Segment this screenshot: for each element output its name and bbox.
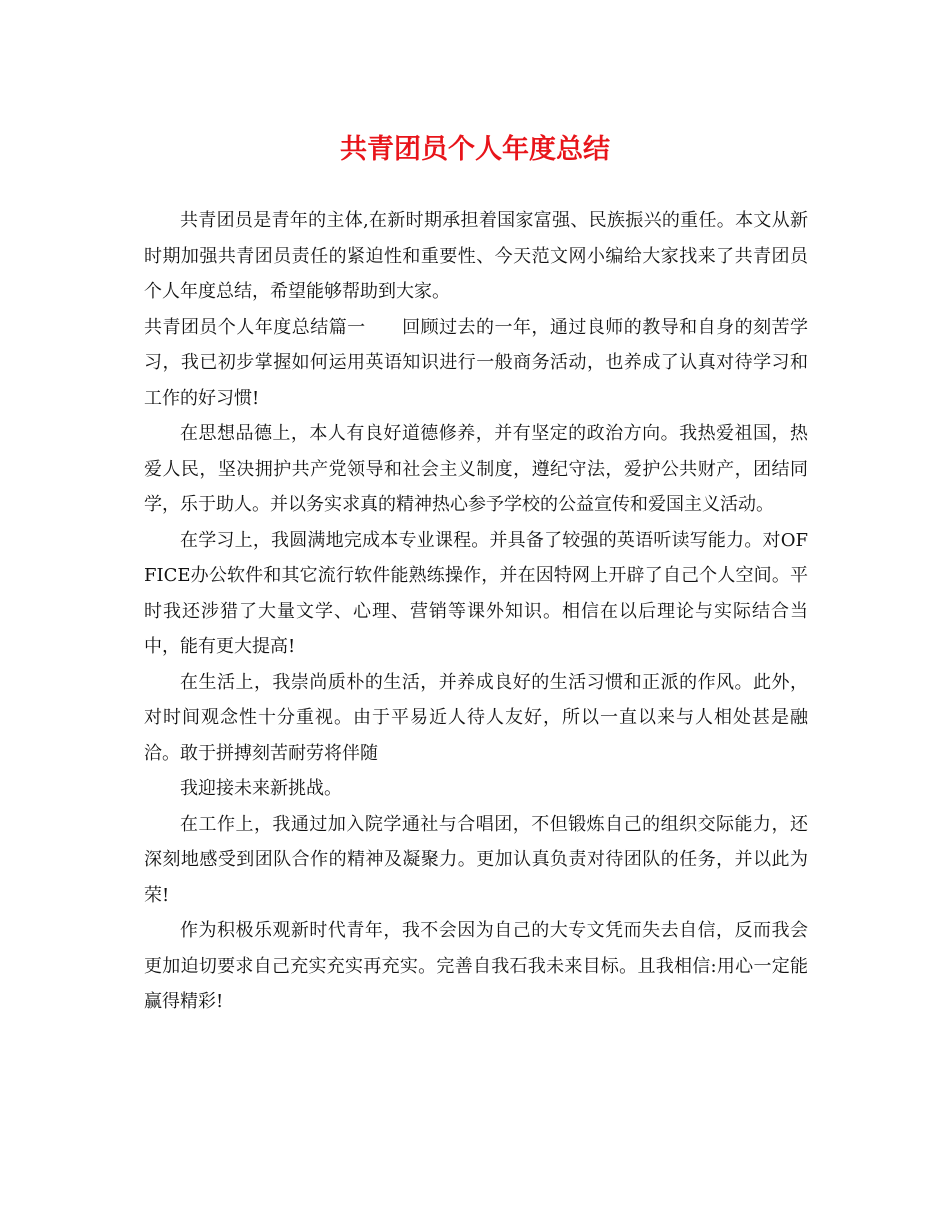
document-body — [144, 203, 808, 1020]
section-first-paragraph — [144, 310, 808, 417]
paragraph-study: 在学习上，我圆满地完成本专业课程。并具备了较强的英语听读写能力。对OFFICE办公软件和其它流行软件能熟练操作，并在因特网上开辟了自己个人空间。平时我还涉猎了大量文学、心理、营销等课外知识。相信在以后理论与实际结合当中，能有更大提高! — [144, 529, 808, 657]
document-title: 共青团员个人年度总结 — [340, 134, 610, 165]
paragraph-ideology: 在思想品德上，本人有良好道德修养，并有坚定的政治方向。我热爱祖国，热爱人民，坚决拥护共产党领导和社会主义制度，遵纪守法，爱护公共财产，团结同学，乐于助人。并以务实求真的精神热心参予学校的公益宣传和爱国主义活动。 — [144, 423, 808, 515]
paragraph-challenge: 我迎接未来新挑战。 — [180, 778, 342, 799]
section-heading: 共青团员个人年度总结篇一 — [144, 316, 366, 338]
paragraph-life: 在生活上，我崇尚质朴的生活，并养成良好的生活习惯和正派的作风。此外，对时间观念性十分重视。由于平易近人待人友好，所以一直以来与人相处甚是融洽。敢于拼搏刻苦耐劳将伴随 — [144, 671, 808, 764]
intro-paragraph: 共青团员是青年的主体,在新时期承担着国家富强、民族振兴的重任。本文从新时期加强共青团员责任的紧迫性和重要性、今天范文网小编给大家找来了共青团员个人年度总结，希望能够帮助到大家。 — [144, 210, 808, 302]
section-first-text: 回顾过去的一年，通过良师的教导和自身的刻苦学习，我已初步掌握如何运用英语知识进行一般商务活动，也养成了认真对待学习和工作的好习惯! — [144, 316, 809, 409]
paragraph-work: 在工作上，我通过加入院学通社与合唱团，不但锻炼自己的组织交际能力，还深刻地感受到团队合作的精神及凝聚力。更加认真负责对待团队的任务，并以此为荣! — [144, 813, 808, 906]
paragraph-closing: 作为积极乐观新时代青年，我不会因为自己的大专文凭而失去自信，反而我会更加迫切要求自己充实充实再充实。完善自我石我未来目标。且我相信:用心一定能赢得精彩! — [144, 920, 808, 1012]
